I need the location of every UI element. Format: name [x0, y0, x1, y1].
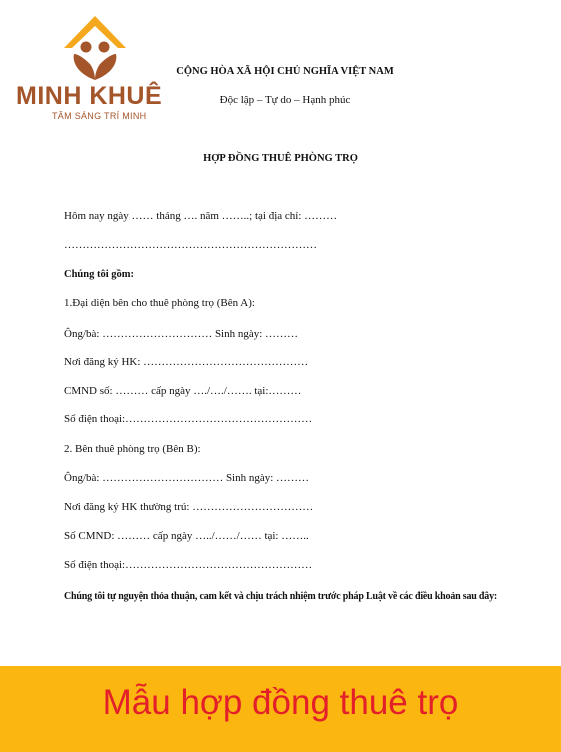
- national-motto: Độc lập – Tự do – Hạnh phúc: [219, 94, 351, 106]
- party-a-phone-line: Số điện thoại:……………………………………………: [64, 413, 313, 425]
- banner-caption: Mẫu hợp đồng thuê trọ: [102, 683, 459, 722]
- logo-brand-text: MINH KHUÊ: [16, 82, 163, 110]
- party-b-name-line: Ông/bà: …………………………… Sinh ngày: ………: [64, 472, 310, 484]
- date-location-line: Hôm nay ngày …… tháng …. năm ……..; tại địa chỉ: ………: [64, 210, 338, 222]
- party-b-phone-line: Số điện thoại:……………………………………………: [64, 559, 313, 571]
- document-title: HỢP ĐỒNG THUÊ PHÒNG TRỌ: [203, 153, 358, 164]
- party-a-heading: 1.Đại diện bên cho thuê phòng trọ (Bên A):: [64, 297, 255, 309]
- party-a-name-line: Ông/bà: ………………………… Sinh ngày: ………: [64, 328, 299, 340]
- party-a-household-line: Nơi đăng ký HK: ………………………………………: [64, 356, 309, 368]
- party-b-heading: 2. Bên thuê phòng trọ (Bên B):: [64, 443, 201, 455]
- national-heading: CỘNG HÒA XÃ HỘI CHỦ NGHĨA VIỆT NAM: [176, 66, 394, 77]
- address-continuation-line: ……………………………………………………………: [64, 239, 317, 251]
- logo-slogan: TÂM SÁNG TRÍ MINH: [52, 111, 147, 121]
- parties-heading: Chúng tôi gồm:: [64, 269, 135, 280]
- party-a-id-line: CMND số: ……… cấp ngày …./…./……. tại:………: [64, 385, 302, 397]
- party-b-id-line: Số CMND: ……… cấp ngày …../……/…… tại: ……..: [64, 530, 309, 542]
- commitment-paragraph: Chúng tôi tự nguyện thỏa thuận, cam kết và chịu trách nhiệm trước pháp Luật về các điều khoản sau đây:: [64, 591, 498, 602]
- party-b-residence-line: Nơi đăng ký HK thường trú: ……………………………: [64, 501, 314, 513]
- logo-house-icon: [60, 14, 130, 84]
- company-logo: [10, 12, 180, 124]
